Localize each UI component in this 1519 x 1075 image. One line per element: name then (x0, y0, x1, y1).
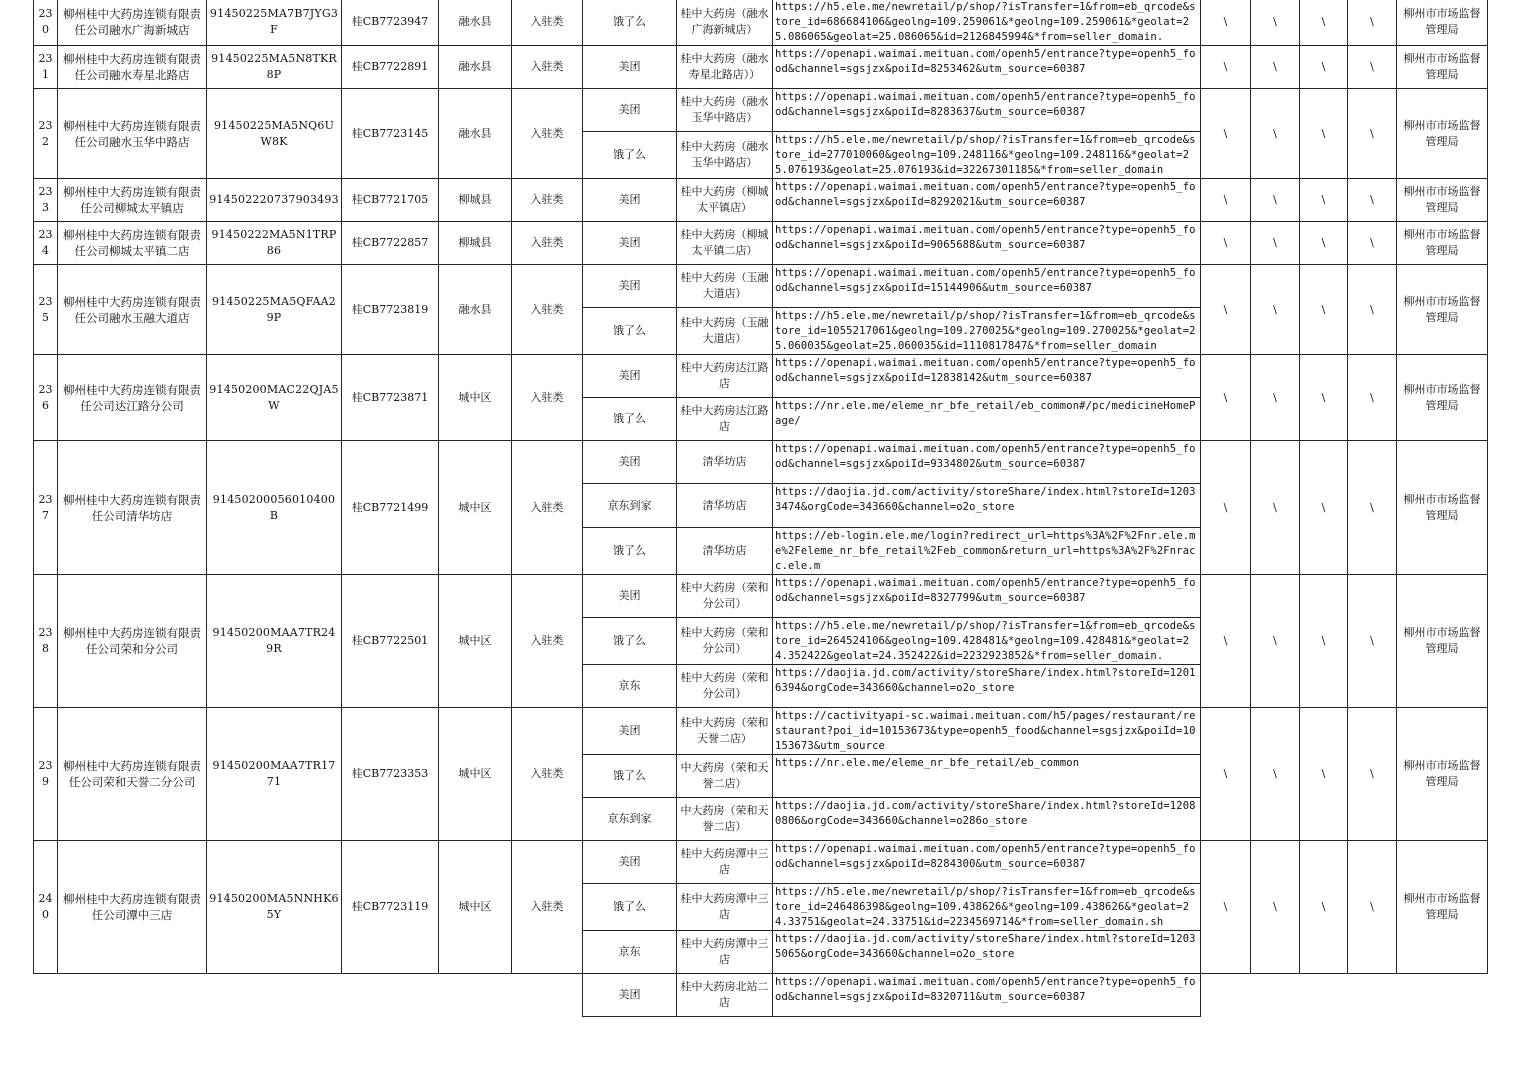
table-row (34, 974, 1488, 1017)
license-number (342, 974, 439, 1017)
district: 城中区 (439, 708, 512, 841)
store-type (512, 974, 583, 1017)
store-url[interactable] (773, 179, 1201, 222)
platform-name: 饿了么 (583, 755, 677, 798)
dash-cell (1201, 974, 1251, 1017)
credit-code: 914502220737903493 (207, 179, 342, 222)
store-type: 入驻类 (512, 0, 583, 46)
company-name: 柳州桂中大药房连锁有限责任公司潭中三店 (58, 841, 207, 974)
store-name: 桂中大药房（玉融大道店） (677, 265, 773, 308)
dash-cell: \ (1300, 46, 1348, 89)
dash-cell: \ (1251, 575, 1300, 708)
table-body (34, 0, 1488, 1017)
table-row (34, 179, 1488, 222)
store-type: 入驻类 (512, 441, 583, 575)
regulator: 柳州市市场监督管理局 (1397, 0, 1488, 46)
company-name (58, 974, 207, 1017)
store-url-text[interactable]: https://openapi.waimai.meituan.com/openh5/entrance?type=openh5_food&channel=sgsjzx&poiId=8292021&utm_source=60387 (775, 181, 1196, 208)
company-name: 柳州桂中大药房连锁有限责任公司达江路分公司 (58, 355, 207, 441)
store-url-text[interactable]: https://nr.ele.me/eleme_nr_bfe_retail/eb_common (775, 757, 1080, 769)
store-name: 中大药房（荣和天誉二店） (677, 798, 773, 841)
store-url-text[interactable]: https://openapi.waimai.meituan.com/openh5/entrance?type=openh5_food&channel=sgsjzx&poiId=8283637&utm_source=60387 (775, 91, 1196, 118)
dash-cell (1251, 974, 1300, 1017)
store-name: 桂中大药房（荣和分公司） (677, 575, 773, 618)
company-name: 柳州桂中大药房连锁有限责任公司融水广海新城店 (58, 0, 207, 46)
dash-cell (1300, 974, 1348, 1017)
store-url[interactable] (773, 931, 1201, 974)
row-number: 235 (34, 265, 58, 355)
district: 柳城县 (439, 179, 512, 222)
dash-cell: \ (1201, 575, 1251, 708)
dash-cell: \ (1201, 179, 1251, 222)
dash-cell: \ (1348, 46, 1397, 89)
dash-cell: \ (1300, 355, 1348, 441)
district: 融水县 (439, 89, 512, 179)
store-type: 入驻类 (512, 708, 583, 841)
credit-code: 91450225MA7B7JYG3F (207, 0, 342, 46)
store-url[interactable] (773, 308, 1201, 355)
store-name: 桂中大药房（柳城太平镇店） (677, 179, 773, 222)
row-number: 238 (34, 575, 58, 708)
store-url[interactable] (773, 89, 1201, 132)
regulator: 柳州市市场监督管理局 (1397, 265, 1488, 355)
row-number: 230 (34, 0, 58, 46)
row-number: 234 (34, 222, 58, 265)
dash-cell: \ (1300, 441, 1348, 575)
store-url-text[interactable]: https://openapi.waimai.meituan.com/openh5/entrance?type=openh5_food&channel=sgsjzx&poiId=8253462&utm_source=60387 (775, 48, 1196, 75)
license-number: 桂CB7723119 (342, 841, 439, 974)
district: 融水县 (439, 0, 512, 46)
row-number (34, 974, 58, 1017)
store-name: 桂中大药房（荣和分公司） (677, 665, 773, 708)
dash-cell: \ (1300, 179, 1348, 222)
district: 柳城县 (439, 222, 512, 265)
platform-name: 饿了么 (583, 132, 677, 179)
store-url[interactable] (773, 222, 1201, 265)
store-type: 入驻类 (512, 89, 583, 179)
platform-name: 饿了么 (583, 528, 677, 575)
table-row (34, 355, 1488, 398)
store-url-text[interactable]: https://openapi.waimai.meituan.com/openh5/entrance?type=openh5_food&channel=sgsjzx&poiId=8284300&utm_source=60387 (775, 843, 1196, 870)
store-url[interactable] (773, 755, 1201, 798)
regulator: 柳州市市场监督管理局 (1397, 441, 1488, 575)
platform-name: 京东 (583, 931, 677, 974)
store-url-text[interactable]: https://h5.ele.me/newretail/p/shop/?isTransfer=1&from=eb_qrcode&store_id=264524106&geolng=109.428481&*geolng=109.428481&*geolat=24.352422&geolat=24.352422&id=2232923852&*from=seller_domain. (775, 620, 1196, 662)
district (439, 974, 512, 1017)
dash-cell: \ (1348, 841, 1397, 974)
company-name: 柳州桂中大药房连锁有限责任公司荣和天誉二分公司 (58, 708, 207, 841)
store-url[interactable] (773, 0, 1201, 46)
store-name: 桂中大药房（融水玉华中路店） (677, 132, 773, 179)
credit-code: 91450225MA5QFAA29P (207, 265, 342, 355)
store-url-text[interactable]: https://eb-login.ele.me/login?redirect_url=https%3A%2F%2Fnr.ele.me%2Feleme_nr_bfe_retail%2Feb_common&return_url=https%3A%2F%2Fnracc.ele.m (775, 530, 1196, 572)
dash-cell: \ (1251, 179, 1300, 222)
dash-cell: \ (1201, 355, 1251, 441)
regulator: 柳州市市场监督管理局 (1397, 222, 1488, 265)
store-url-text[interactable]: https://cactivityapi-sc.waimai.meituan.com/h5/pages/restaurant/restaurant?poi_id=10153673&type=openh5_food&channel=sgsjzx&poiId=10153673&utm_source (775, 710, 1196, 752)
row-number: 232 (34, 89, 58, 179)
license-number: 桂CB7722501 (342, 575, 439, 708)
table-row (34, 265, 1488, 308)
store-name: 桂中大药房达江路店 (677, 398, 773, 441)
store-url-text[interactable]: https://daojia.jd.com/activity/storeShare/index.html?storeId=12035065&orgCode=343660&channel=o2o_store (775, 933, 1196, 960)
table-row (34, 708, 1488, 755)
table-row (34, 222, 1488, 265)
license-number: 桂CB7722857 (342, 222, 439, 265)
license-number: 桂CB7722891 (342, 46, 439, 89)
credit-code: 91450222MA5N1TRP86 (207, 222, 342, 265)
platform-name: 美团 (583, 265, 677, 308)
dash-cell: \ (1201, 222, 1251, 265)
license-number: 桂CB7723871 (342, 355, 439, 441)
dash-cell: \ (1251, 841, 1300, 974)
store-url[interactable] (773, 528, 1201, 575)
credit-code: 91450225MA5N8TKR8P (207, 46, 342, 89)
platform-name: 美团 (583, 89, 677, 132)
district: 城中区 (439, 355, 512, 441)
store-type: 入驻类 (512, 355, 583, 441)
dash-cell: \ (1300, 708, 1348, 841)
table-row (34, 441, 1488, 484)
store-name: 桂中大药房潭中三店 (677, 931, 773, 974)
table-row (34, 575, 1488, 618)
dash-cell (1348, 974, 1397, 1017)
regulator: 柳州市市场监督管理局 (1397, 841, 1488, 974)
store-url-text[interactable]: https://h5.ele.me/newretail/p/shop/?isTransfer=1&from=eb_qrcode&store_id=1055217061&geolng=109.270025&*geolng=109.270025&*geolat=25.060035&geolat=25.060035&id=1110817847&*from=seller_domain (775, 310, 1196, 352)
store-url[interactable] (773, 398, 1201, 441)
table-row (34, 46, 1488, 89)
store-url[interactable] (773, 841, 1201, 884)
dash-cell: \ (1348, 575, 1397, 708)
licence-table (33, 0, 1488, 1017)
store-name: 桂中大药房达江路店 (677, 355, 773, 398)
company-name: 柳州桂中大药房连锁有限责任公司清华坊店 (58, 441, 207, 575)
dash-cell: \ (1300, 575, 1348, 708)
license-number: 桂CB7723145 (342, 89, 439, 179)
row-number: 240 (34, 841, 58, 974)
regulator: 柳州市市场监督管理局 (1397, 46, 1488, 89)
dash-cell: \ (1251, 708, 1300, 841)
platform-name: 美团 (583, 46, 677, 89)
store-name: 清华坊店 (677, 484, 773, 528)
store-name: 中大药房（荣和天誉二店） (677, 755, 773, 798)
dash-cell: \ (1251, 222, 1300, 265)
store-url[interactable] (773, 441, 1201, 484)
district: 城中区 (439, 441, 512, 575)
store-name: 桂中大药房（荣和分公司） (677, 618, 773, 665)
dash-cell: \ (1348, 441, 1397, 575)
store-name: 桂中大药房潭中三店 (677, 884, 773, 931)
dash-cell: \ (1201, 0, 1251, 46)
regulator: 柳州市市场监督管理局 (1397, 708, 1488, 841)
license-number: 桂CB7721499 (342, 441, 439, 575)
store-url-text[interactable]: https://openapi.waimai.meituan.com/openh5/entrance?type=openh5_food&channel=sgsjzx&poiId=9334802&utm_source=60387 (775, 443, 1196, 470)
table-row (34, 0, 1488, 46)
dash-cell: \ (1201, 89, 1251, 179)
company-name: 柳州桂中大药房连锁有限责任公司融水寿星北路店 (58, 46, 207, 89)
company-name: 柳州桂中大药房连锁有限责任公司融水玉华中路店 (58, 89, 207, 179)
platform-name: 美团 (583, 974, 677, 1017)
store-url-text[interactable]: https://h5.ele.me/newretail/p/shop/?isTransfer=1&from=eb_qrcode&store_id=686684106&geolng=109.259061&*geolng=109.259061&*geolat=25.086065&geolat=25.086065&id=2126845994&*from=seller_domain. (775, 1, 1196, 43)
store-url[interactable] (773, 708, 1201, 755)
store-url-text[interactable]: https://openapi.waimai.meituan.com/openh5/entrance?type=openh5_food&channel=sgsjzx&poiId=12838142&utm_source=60387 (775, 357, 1196, 384)
platform-name: 饿了么 (583, 618, 677, 665)
dash-cell: \ (1348, 179, 1397, 222)
store-url[interactable] (773, 355, 1201, 398)
store-url[interactable] (773, 265, 1201, 308)
dash-cell: \ (1348, 355, 1397, 441)
store-url-text[interactable]: https://h5.ele.me/newretail/p/shop/?isTransfer=1&from=eb_qrcode&store_id=246486398&geolng=109.438626&*geolng=109.438626&*geolat=24.33751&geolat=24.33751&id=2234569714&*from=seller_domain.sh (775, 886, 1196, 928)
credit-code (207, 974, 342, 1017)
dash-cell: \ (1201, 46, 1251, 89)
store-url[interactable] (773, 484, 1201, 528)
dash-cell: \ (1348, 265, 1397, 355)
platform-name: 饿了么 (583, 398, 677, 441)
district: 城中区 (439, 841, 512, 974)
table-row (34, 89, 1488, 132)
store-url-text[interactable]: https://daojia.jd.com/activity/storeShare/index.html?storeId=12080806&orgCode=343660&channel=o286o_store (775, 800, 1196, 827)
row-number: 231 (34, 46, 58, 89)
platform-name: 美团 (583, 575, 677, 618)
dash-cell: \ (1300, 265, 1348, 355)
district: 融水县 (439, 265, 512, 355)
row-number: 233 (34, 179, 58, 222)
district: 城中区 (439, 575, 512, 708)
dash-cell: \ (1348, 0, 1397, 46)
dash-cell: \ (1300, 841, 1348, 974)
district: 融水县 (439, 46, 512, 89)
store-name: 桂中大药房（荣和天誉二店） (677, 708, 773, 755)
regulator: 柳州市市场监督管理局 (1397, 575, 1488, 708)
store-url[interactable] (773, 618, 1201, 665)
store-url-text[interactable]: https://daojia.jd.com/activity/storeShare/index.html?storeId=12033474&orgCode=343660&channel=o2o_store (775, 486, 1196, 513)
store-url[interactable] (773, 798, 1201, 841)
company-name: 柳州桂中大药房连锁有限责任公司柳城太平镇店 (58, 179, 207, 222)
credit-code: 91450200MA5NNHK65Y (207, 841, 342, 974)
table-row (34, 841, 1488, 884)
store-url-text[interactable]: https://nr.ele.me/eleme_nr_bfe_retail/eb_common#/pc/medicineHomePage/ (775, 400, 1196, 427)
store-name: 桂中大药房（融水玉华中路店） (677, 89, 773, 132)
store-url[interactable] (773, 575, 1201, 618)
dash-cell: \ (1251, 46, 1300, 89)
store-url-text[interactable]: https://openapi.waimai.meituan.com/openh5/entrance?type=openh5_food&channel=sgsjzx&poiId=15144906&utm_source=60387 (775, 267, 1196, 294)
store-type: 入驻类 (512, 265, 583, 355)
dash-cell: \ (1300, 89, 1348, 179)
store-type: 入驻类 (512, 46, 583, 89)
store-name: 桂中大药房（融水寿星北路店）） (677, 46, 773, 89)
platform-name: 美团 (583, 355, 677, 398)
credit-code: 91450200MAA7TR1771 (207, 708, 342, 841)
store-url-text[interactable]: https://openapi.waimai.meituan.com/openh5/entrance?type=openh5_food&channel=sgsjzx&poiId=8327799&utm_source=60387 (775, 577, 1196, 604)
credit-code: 91450200MAC22QJA5W (207, 355, 342, 441)
store-url-text[interactable]: https://openapi.waimai.meituan.com/openh5/entrance?type=openh5_food&channel=sgsjzx&poiId=9065688&utm_source=60387 (775, 224, 1196, 251)
credit-code: 91450200MAA7TR249R (207, 575, 342, 708)
store-type: 入驻类 (512, 179, 583, 222)
dash-cell: \ (1348, 708, 1397, 841)
row-number: 239 (34, 708, 58, 841)
store-name: 清华坊店 (677, 441, 773, 484)
store-name: 桂中大药房北站二店 (677, 974, 773, 1017)
platform-name: 饿了么 (583, 0, 677, 46)
platform-name: 美团 (583, 708, 677, 755)
regulator: 柳州市市场监督管理局 (1397, 179, 1488, 222)
store-url[interactable] (773, 132, 1201, 179)
store-url-text[interactable]: https://openapi.waimai.meituan.com/openh5/entrance?type=openh5_food&channel=sgsjzx&poiId=8320711&utm_source=60387 (775, 976, 1196, 1003)
store-type: 入驻类 (512, 575, 583, 708)
store-url-text[interactable]: https://h5.ele.me/newretail/p/shop/?isTransfer=1&from=eb_qrcode&store_id=277010060&geolng=109.248116&*geolng=109.248116&*geolat=25.076193&geolat=25.076193&id=32267301185&*from=seller_domain (775, 134, 1196, 176)
dash-cell: \ (1201, 841, 1251, 974)
company-name: 柳州桂中大药房连锁有限责任公司柳城太平镇二店 (58, 222, 207, 265)
dash-cell: \ (1201, 708, 1251, 841)
dash-cell: \ (1300, 222, 1348, 265)
regulator: 柳州市市场监督管理局 (1397, 355, 1488, 441)
platform-name: 美团 (583, 841, 677, 884)
store-type: 入驻类 (512, 222, 583, 265)
store-url-text[interactable]: https://daojia.jd.com/activity/storeShare/index.html?storeId=12016394&orgCode=343660&channel=o2o_store (775, 667, 1196, 694)
store-url[interactable] (773, 46, 1201, 89)
credit-code: 91450225MA5NQ6UW8K (207, 89, 342, 179)
dash-cell: \ (1251, 355, 1300, 441)
platform-name: 京东到家 (583, 484, 677, 528)
platform-name: 美团 (583, 441, 677, 484)
store-type: 入驻类 (512, 841, 583, 974)
store-url[interactable] (773, 884, 1201, 931)
license-number: 桂CB7723353 (342, 708, 439, 841)
row-number: 237 (34, 441, 58, 575)
regulator (1397, 974, 1488, 1017)
company-name: 柳州桂中大药房连锁有限责任公司融水玉融大道店 (58, 265, 207, 355)
row-number: 236 (34, 355, 58, 441)
platform-name: 京东到家 (583, 798, 677, 841)
store-name: 桂中大药房（融水广海新城店） (677, 0, 773, 46)
dash-cell: \ (1251, 265, 1300, 355)
dash-cell: \ (1348, 89, 1397, 179)
license-number: 桂CB7721705 (342, 179, 439, 222)
store-name: 桂中大药房（柳城太平镇二店） (677, 222, 773, 265)
company-name: 柳州桂中大药房连锁有限责任公司荣和分公司 (58, 575, 207, 708)
store-name: 清华坊店 (677, 528, 773, 575)
dash-cell: \ (1251, 0, 1300, 46)
platform-name: 饿了么 (583, 884, 677, 931)
dash-cell: \ (1251, 89, 1300, 179)
credit-code: 91450200056010400B (207, 441, 342, 575)
platform-name: 京东 (583, 665, 677, 708)
platform-name: 饿了么 (583, 308, 677, 355)
store-url[interactable] (773, 974, 1201, 1017)
dash-cell: \ (1348, 222, 1397, 265)
license-number: 桂CB7723819 (342, 265, 439, 355)
store-name: 桂中大药房（玉融大道店） (677, 308, 773, 355)
platform-name: 美团 (583, 179, 677, 222)
license-number: 桂CB7723947 (342, 0, 439, 46)
dash-cell: \ (1201, 265, 1251, 355)
platform-name: 美团 (583, 222, 677, 265)
store-url[interactable] (773, 665, 1201, 708)
dash-cell: \ (1300, 0, 1348, 46)
store-name: 桂中大药房潭中三店 (677, 841, 773, 884)
dash-cell: \ (1251, 441, 1300, 575)
dash-cell: \ (1201, 441, 1251, 575)
regulator: 柳州市市场监督管理局 (1397, 89, 1488, 179)
